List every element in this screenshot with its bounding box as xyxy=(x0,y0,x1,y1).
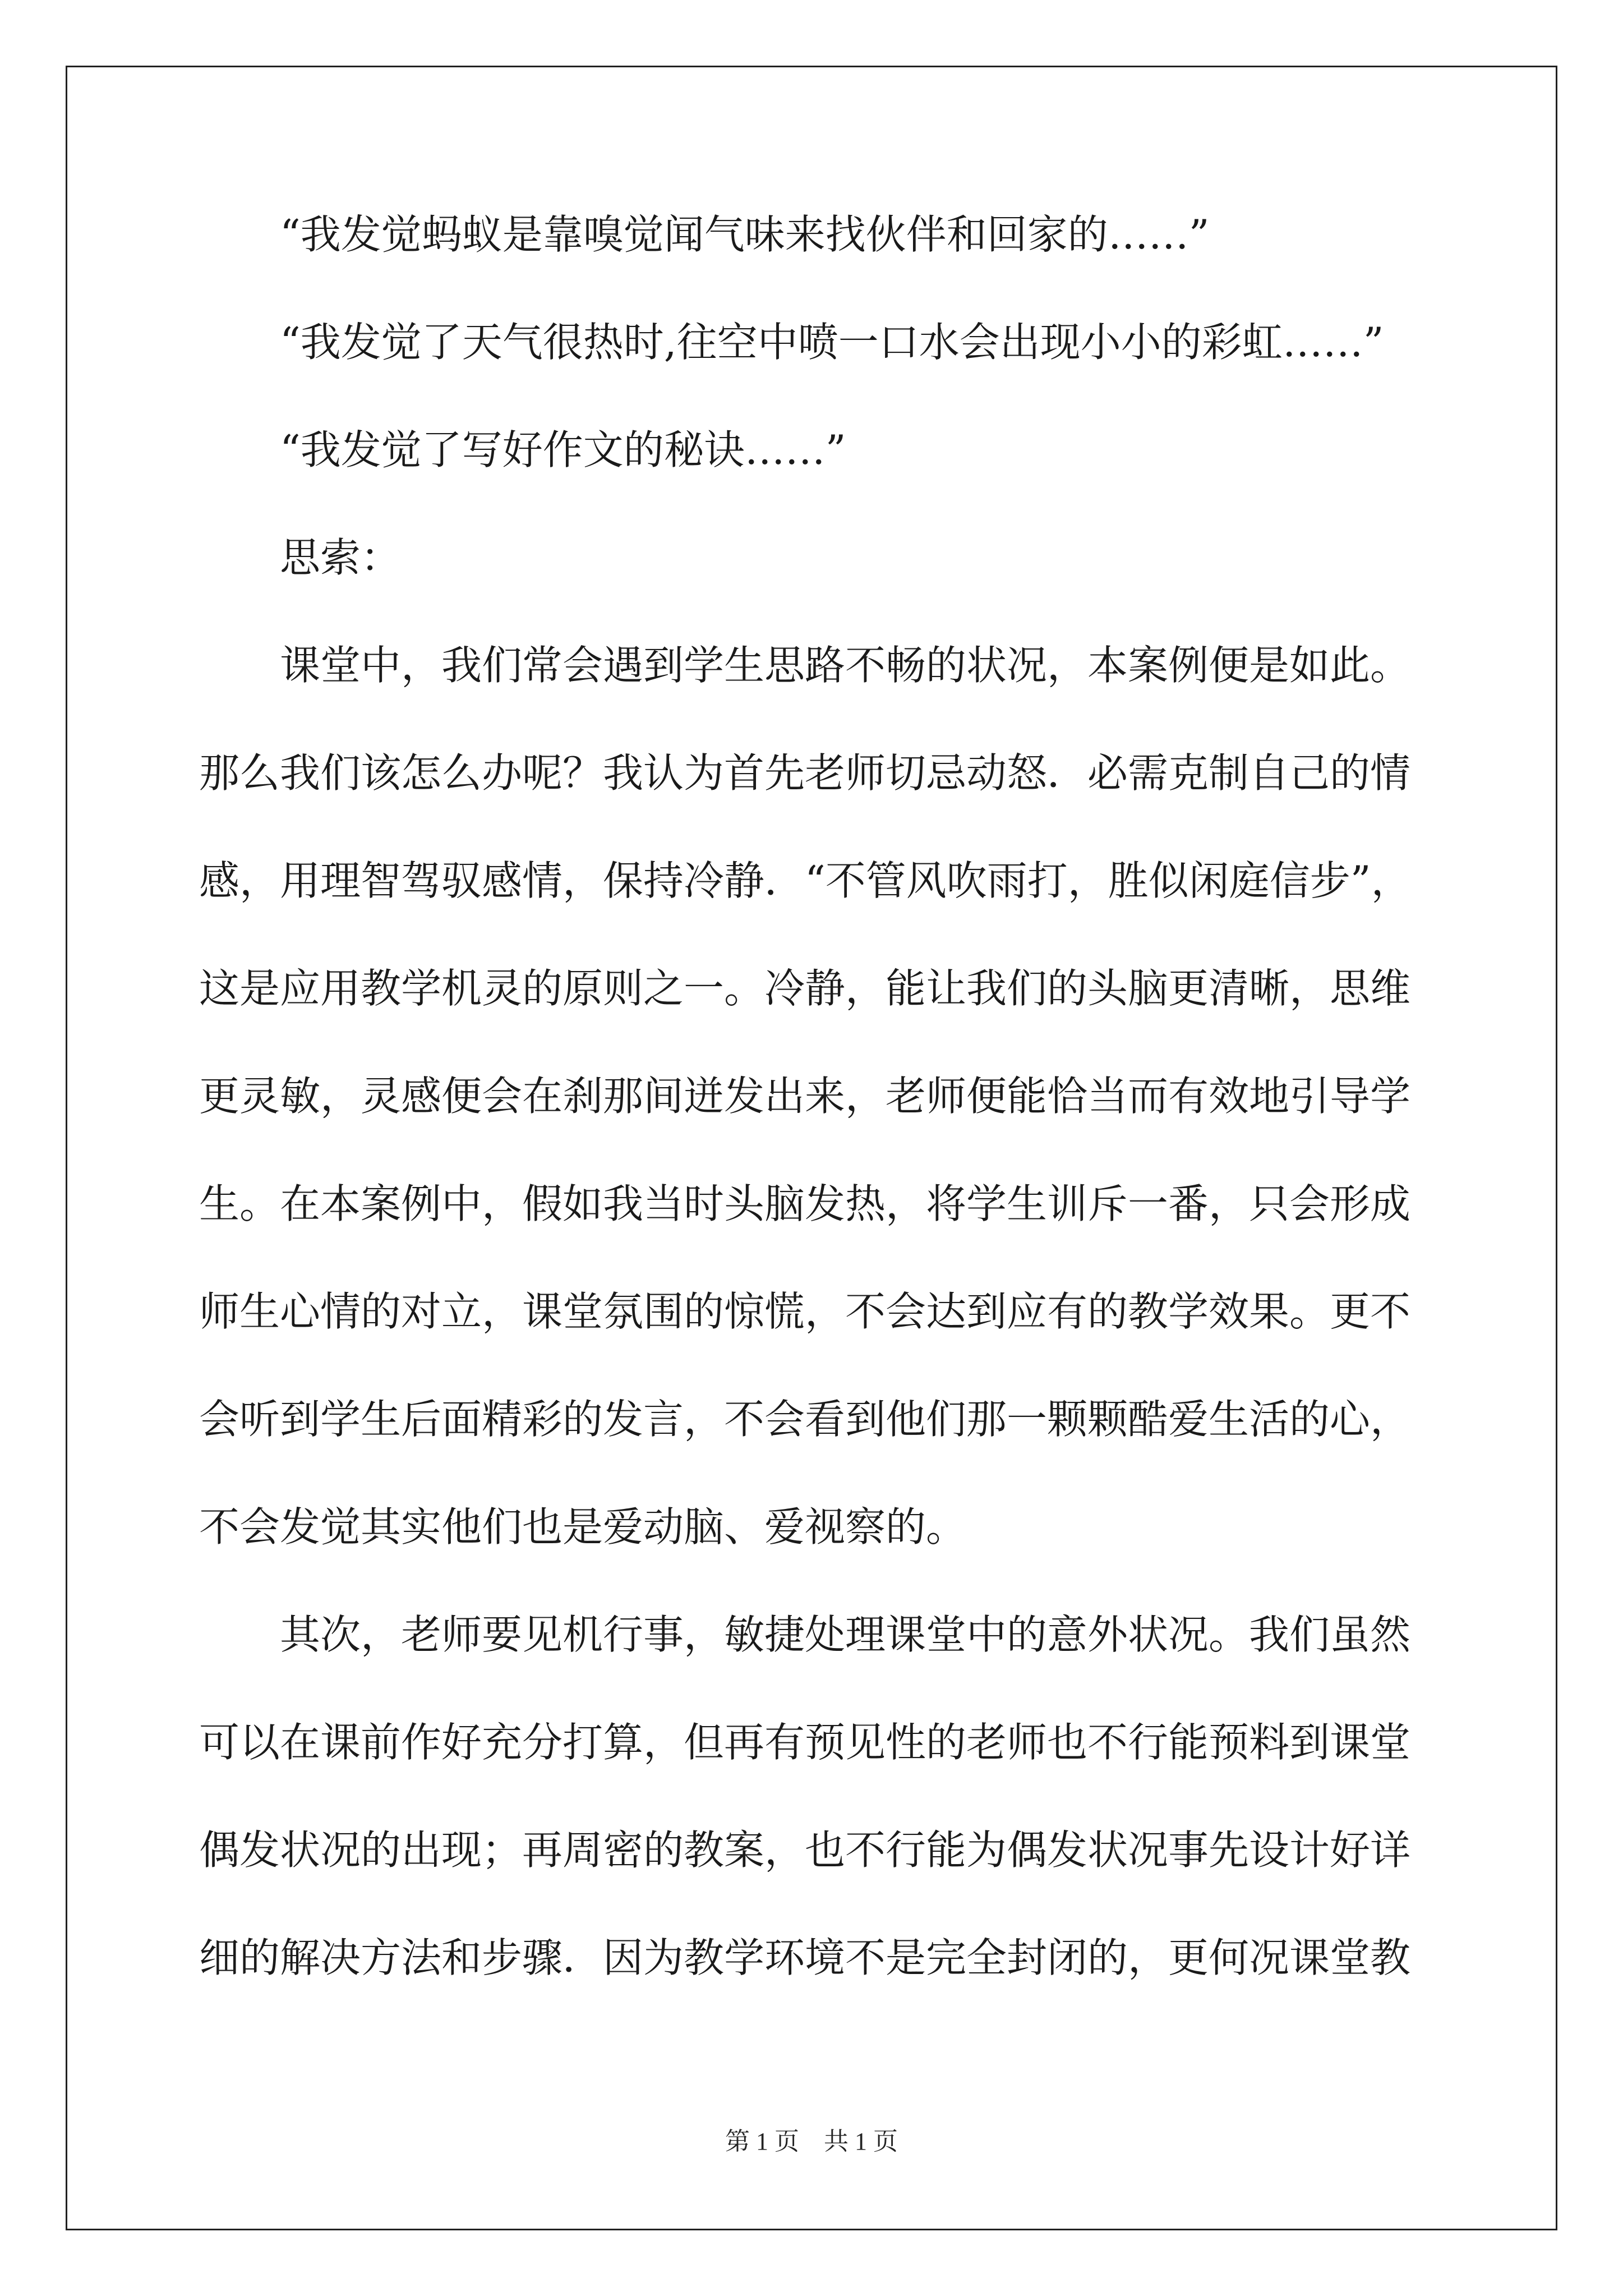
paragraph-line: “我发觉了天气很热时,往空中喷一口水会出现小小的彩虹……” xyxy=(280,319,1384,366)
paragraph-line: 细的解决方法和步骤．因为教学环境不是完全封闭的，更何况课堂教 xyxy=(199,1934,1411,1981)
paragraph-line: “我发觉蚂蚁是靠嗅觉闻气味来找伙伴和回家的……” xyxy=(280,211,1210,258)
paragraph-line: 师生心情的对立，课堂氛围的惊慌，不会达到应有的教学效果。更不 xyxy=(199,1288,1411,1335)
paragraph-line: 课堂中，我们常会遇到学生思路不畅的状况，本案例便是如此。 xyxy=(280,642,1411,689)
page-border xyxy=(66,66,1557,2230)
page-footer: 第 1 页 共 1 页 xyxy=(725,2128,898,2155)
section-label: 思索： xyxy=(280,534,402,581)
paragraph-line: 偶发状况的出现；再周密的教案，也不行能为偶发状况事先设计好详 xyxy=(199,1826,1411,1874)
paragraph-line: 会听到学生后面精彩的发言，不会看到他们那一颗颗酷爱生活的心， xyxy=(199,1396,1411,1443)
paragraph-line: 这是应用教学机灵的原则之一。冷静，能让我们的头脑更清晰，思维 xyxy=(199,965,1411,1012)
paragraph-line: 可以在课前作好充分打算，但再有预见性的老师也不行能预料到课堂 xyxy=(199,1719,1411,1766)
paragraph-line: 感，用理智驾驭感情，保持冷静．“不管风吹雨打，胜似闲庭信步”， xyxy=(199,857,1412,904)
paragraph-line: “我发觉了写好作文的秘诀……” xyxy=(280,426,846,473)
paragraph-line: 其次，老师要见机行事，敏捷处理课堂中的意外状况。我们虽然 xyxy=(280,1611,1411,1658)
paragraph-line: 不会发觉其实他们也是爱动脑、爱视察的。 xyxy=(199,1503,967,1550)
paragraph-line: 更灵敏，灵感便会在刹那间迸发出来，老师便能恰当而有效地引导学 xyxy=(199,1073,1411,1120)
paragraph-line: 生。在本案例中，假如我当时头脑发热，将学生训斥一番，只会形成 xyxy=(199,1180,1411,1227)
paragraph-line: 那么我们该怎么办呢？我认为首先老师切忌动怒．必需克制自己的情 xyxy=(199,749,1411,797)
